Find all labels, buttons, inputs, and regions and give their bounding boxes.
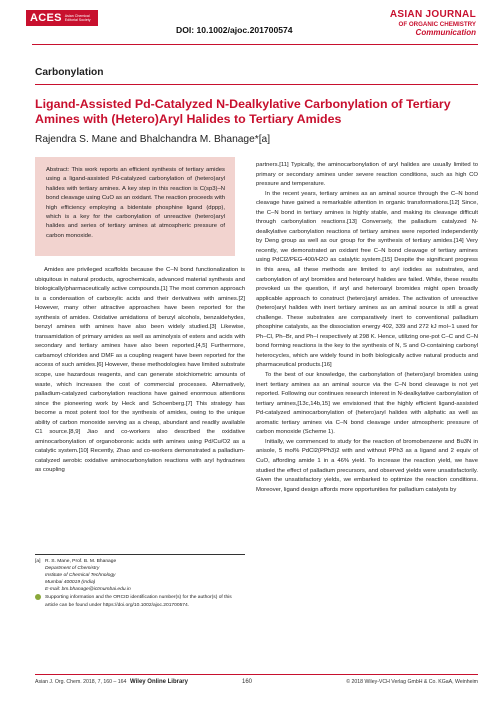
footnote-institute: Institute of Chemical Technology — [45, 573, 116, 579]
wiley-online-library[interactable]: Wiley Online Library — [130, 679, 188, 685]
body-paragraph: Amides are privileged scaffolds because the C–N bond functionalization is ubiquitous in natural products, agrochemicals, advanced material synthesis and biologically/pharmaceutically active compounds.[1] The most common approach is a condensation of carboxylic acids and their derivatives with amines.[2] However, many other attractive approaches have been reported for the synthesis of amides. Oxidative amidations of benzyl alcohols, benzaldehydes, benzyl amines with amines have also been widely studied.[3] Likewise, transamidation of primary amides as well as aminolysis of esters and acids with secondary and tertiary amines have also been reported.[4,5] Furthermore, carbamoyl chlorides and DMF as a coupling reagent have been reported for the access of such amides.[6] However, these methodologies have limited substrate scope, use hazardous reagents, and can generate stoichiometric amounts of waste, which increases the cost of commercial processes. Alternatively, palladium-catalyzed carbonylation reactions have gained enormous attentions since the pioneering work by Heck and Schoenberg.[7] This strategy has become a most potent tool for the synthesis of amides, owing to the unique ability of carbon monoxide serving as a cheap, abundant and readily available C1 source.[8,9] Jiao and co-workers also described the oxidative aminocarbonylation of organoboronic acids with amines using Pd/Cu/O2 as a catalytic system.[10] Recently, Zhao and co-workers demonstrated a palladium-catalyzed aerobic oxidative aminocarbonylation reactions with aryl hydrazines as coupling — [35, 267, 245, 474]
footnote — [35, 558, 245, 609]
page-number: 160 — [242, 679, 253, 685]
orcid-icon — [35, 594, 41, 600]
abstract-box — [35, 157, 235, 256]
footnote-rule — [35, 554, 245, 555]
body-paragraph: partners.[11] Typically, the aminocarbonylation of aryl halides are usually limited to primary or secondary amines under severe reaction conditions, such as high CO pressure and temperature. — [256, 162, 478, 188]
article-type: Communication — [415, 28, 476, 38]
abstract-text: Abstract: This work reports an efficient synthesis of tertiary amides using a ligand-assisted Pd-catalyzed carbonylation of (hetero)aryl halides with tertiary amines. A key step in this reaction is C(sp3)–N bond cleavage using CuO as an oxidant. The reaction proceeds with high efficiency employing a bidentate phosphine ligand (dppp), which is a key for the carbonylation of unreactive (hetero)aryl halides and series of tertiary amines at atmospheric pressure of carbon monoxide. — [46, 167, 225, 239]
journal-reference: Asian J. Org. Chem. 2018, 7, 160 – 164 — [35, 679, 127, 685]
article-title: Ligand-Assisted Pd-Catalyzed N-Dealkylative Carbonylation of Tertiary Amines with (Hetero)Aryl Halides to Tertiary Amides — [35, 97, 451, 126]
publisher-subtitle: Asian Chemical Editorial Society — [64, 13, 91, 22]
left-column — [35, 266, 245, 476]
body-paragraph: Initially, we commenced to study for the reaction of bromobenzene and Bu3N in anisole, 5 mol% PdCl2(PPh3)2 with and without PPh3 as a ligand and 2 equiv of CuO, affording amide 1 in a 46% yield. To increase the reaction yield, we have studied the effect of palladium precursors, and observed yields were unsatisfactorily. Given the unsatisfactory yields, we embarked to optimize the reaction conditions. Moreover, ligand design affords more opportunities for palladium catalysts by — [256, 438, 478, 493]
copyright: © 2018 Wiley-VCH Verlag GmbH & Co. KGaA, Weinheim — [346, 679, 478, 685]
section-heading: Carbonylation — [35, 67, 104, 78]
page-header — [0, 0, 496, 42]
body-paragraph: To the best of our knowledge, the carbonylation of (hetero)aryl bromides using inert tertiary amines as an aminal source via the C–N bond cleavage is not yet reported. Following our continues research interest in N-dealkylative carbonylation of tertiary amines,[13c,14b,15] we envisioned that the highly efficient ligand-assisted Pd-catalyzed aminocarbonylation of (hetero)aryl halides with aliphatic as well as aromatic tertiary amines via C–N bond cleavage under atmospheric pressure of carbon monoxide (Scheme 1). — [256, 372, 478, 436]
footnote-city: Mumbai 400019 (India) — [45, 580, 96, 586]
publisher-logo — [26, 10, 98, 26]
footer-rule — [35, 674, 478, 675]
header-rule — [32, 44, 478, 45]
footnote-label: [a] — [35, 559, 41, 564]
footnote-authors: R. S. Mane, Prof. B. M. Bhanage — [45, 559, 117, 564]
journal-name-line2: OF ORGANIC CHEMISTRY — [398, 21, 476, 28]
journal-name-line1: ASIAN JOURNAL — [389, 9, 476, 20]
supporting-info[interactable]: Supporting information and the ORCID identification number(s) for the author(s) of this article can be found under https://doi.org/10.1002/ajoc.201700574. — [45, 595, 232, 608]
footnote-department: Department of Chemistry — [45, 566, 100, 572]
body-paragraph: In the recent years, tertiary amines as an aminal source through the C–N bond cleavage have gained a remarkable attention in organic transformations.[12] Since, the C–N bond in tertiary amines is highly stable, and making its cleavage difficult through carbonylation reactions.[13] Conversely, the palladium catalyzed N-dealkylative carbonylation reactions of tertiary amines were reported independently by Deng group as well as our group for the synthesis of tertiary amides.[14] Very recently, we demonstrated an oxidant free C–N bond cleavage of tertiary amines using PdCl2/PEG-400/H2O as catalytic system.[15] Despite the significant progress in this area, all these methods are limited to aryl iodides as substrates, and carbonylation of aryl bromides and heteroaryl halides are failed. While, these results provoked us the question, if aryl and heteroaryl bromides might open broadly applicable approach to construct (hetero)aryl amides. The activation of unreactive (hetero)aryl halides with inert tertiary amines as an aminal source is still a great challenge. These substrates are comparatively inert to conventional palladium phosphine catalysts, as the dissociation energy 402, 339 and 272 kJ mol−1 used for Ph–Cl, Ph–Br, and Ph–I respectively at 298 K. Hence, utilizing one-pot C–C and C–N bond forming reactions is the key to the synthesis of N, S and O-containing carbonyl heterocycles, which are widely found in both biologically active natural products and pharmaceutical products.[16] — [256, 190, 478, 369]
footnote-email[interactable]: E-mail: bm.bhanage@ictmumbai.edu.in — [45, 587, 131, 593]
right-column — [256, 161, 478, 495]
doi-link[interactable]: DOI: 10.1002/ajoc.201700574 — [176, 25, 293, 35]
publisher-mark: ACES — [30, 12, 62, 24]
section-rule — [35, 84, 478, 85]
author-list: Rajendra S. Mane and Bhalchandra M. Bhanage*[a] — [35, 134, 271, 145]
journal-logo — [390, 10, 476, 37]
